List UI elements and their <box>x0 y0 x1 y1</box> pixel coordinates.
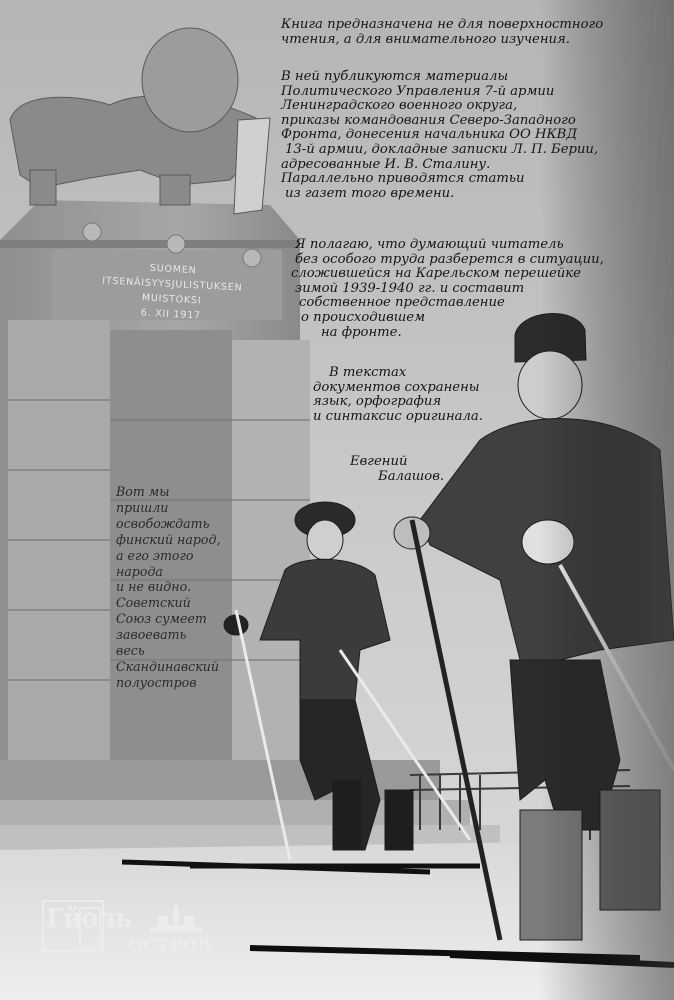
monument-inscription <box>57 256 288 328</box>
reader-paragraph <box>281 237 604 340</box>
sources-line: приказы командования Северо-Западного <box>281 112 576 128</box>
stone-quote-line: завоевать <box>116 627 187 643</box>
stone-quote-line: Советский <box>116 595 191 611</box>
publisher-logo-goyal <box>42 900 132 952</box>
stone-quote-line: полуостров <box>116 674 197 690</box>
sources-line: Параллельно приводятся статьи <box>281 171 525 187</box>
monument-inscription-line: 6. XII 1917 <box>140 307 202 322</box>
ostrov-logo-text: ОСТРОВ <box>128 935 213 954</box>
stone-quote-line: а его этого <box>116 547 194 563</box>
stone-quote-line: Союз сумеет <box>116 611 207 627</box>
sources-line: адресованные И. В. Сталину. <box>281 156 491 172</box>
author-last-name: Балашов. <box>378 468 445 484</box>
orthography-line: язык, орфография <box>313 394 442 410</box>
stone-quote <box>116 484 221 691</box>
stone-quote-line: Вот мы <box>116 484 170 499</box>
stone-quote-line: освобождать <box>116 515 210 531</box>
reader-line: зимой 1939-1940 гг. и составит <box>295 280 525 296</box>
intro-line: Книга предназначена не для поверхностного <box>281 17 604 32</box>
sources-line: из газет того времени. <box>285 185 455 201</box>
sources-line: Ленинградского военного округа, <box>281 98 518 114</box>
sources-line: В ней публикуются материалы <box>281 69 509 84</box>
sources-paragraph <box>281 69 599 201</box>
intro-line: чтения, а для внимательного изучения. <box>281 31 570 47</box>
stone-quote-line: пришли <box>116 499 169 515</box>
reader-line: о происходившем <box>301 309 426 325</box>
ostrov-island-icon <box>150 902 202 932</box>
stone-quote-line: народа <box>116 563 163 579</box>
sources-line: Политического Управления 7-й армии <box>281 83 555 99</box>
sources-line: 13-й армии, докладные записки Л. П. Берии, <box>285 141 599 157</box>
reader-line: сложившейся на Карельском перешейке <box>291 266 581 282</box>
monument-inscription-line: MUISTOKSI <box>141 292 202 307</box>
orthography-paragraph <box>305 365 483 424</box>
stone-quote-line: и не видно. <box>116 579 192 595</box>
orthography-line: документов сохранены <box>313 379 480 395</box>
orthography-line: В текстах <box>329 365 407 380</box>
reader-line: на фронте. <box>321 324 402 340</box>
stone-quote-line: финский народ, <box>116 531 221 547</box>
monument-inscription-line: SUOMEN <box>149 262 197 277</box>
reader-line: собственное представление <box>299 295 505 311</box>
stone-quote-line: весь <box>116 643 145 659</box>
reader-line: без особого труда разберется в ситуации, <box>295 251 604 267</box>
intro-paragraph <box>281 18 603 47</box>
author-first-name: Евгений <box>350 454 408 469</box>
reader-line: Я полагаю, что думающий читатель <box>295 237 564 252</box>
goyal-logo-text: Гйоль <box>46 904 132 934</box>
publisher-logo-ostrov <box>128 902 228 962</box>
stone-quote-line: Скандинавский <box>116 658 219 674</box>
sources-line: Фронта, донесения начальника ОО НКВД <box>281 127 578 143</box>
orthography-line: и синтаксис оригинала. <box>313 408 483 424</box>
monument-inscription-line: ITSENÄISYYSJULISTUKSEN <box>102 275 243 294</box>
author-signature <box>350 454 445 484</box>
